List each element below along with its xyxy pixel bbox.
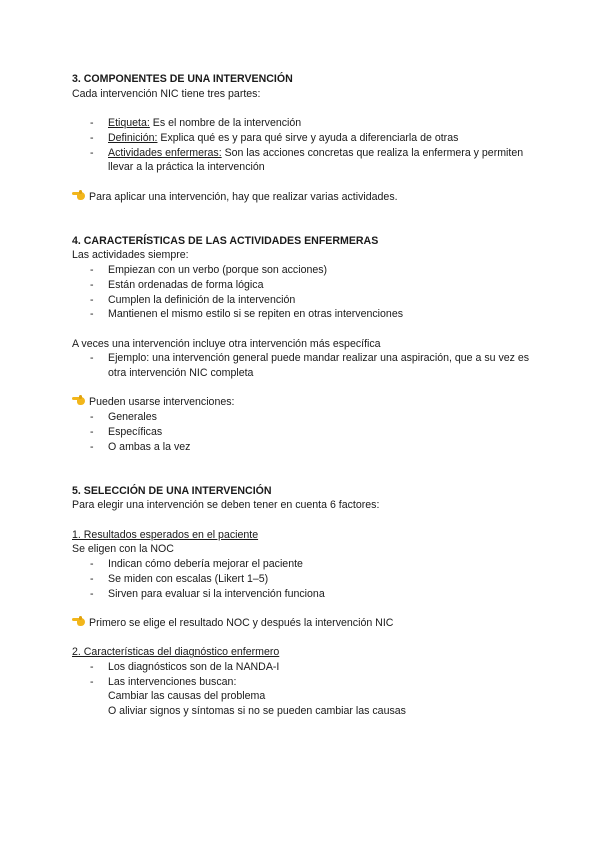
list-item: - Los diagnósticos son de la NANDA-I [72, 660, 542, 675]
term-label: Etiqueta: [108, 117, 150, 130]
document-page [72, 72, 542, 719]
factor-1-title: 1. Resultados esperados en el paciente [72, 528, 259, 541]
list-item [72, 116, 542, 131]
term-text: Es el nombre de la intervención [149, 117, 302, 130]
section-4-title: 4. CARACTERÍSTICAS DE LAS ACTIVIDADES ENFERMERAS [72, 234, 379, 247]
section-3-note [72, 190, 542, 205]
section-4-note [72, 395, 542, 410]
list-item: - Cumplen la definición de la intervención [72, 293, 542, 308]
list-item-text: Las intervenciones buscan: [108, 675, 237, 688]
sub-item: Cambiar las causas del problema [108, 690, 266, 703]
factor-2-title: 2. Características del diagnóstico enfermero [72, 646, 280, 659]
section-4-list [72, 263, 542, 322]
section-4-example-list [72, 351, 542, 380]
term-label: Definición: [108, 131, 158, 144]
term-text: Son las acciones concretas que realiza la enfermera y permiten llevar a la práctica la intervención [108, 146, 524, 174]
sub-item: O aliviar signos y síntomas si no se pueden cambiar las causas [108, 705, 406, 718]
factor-1-list [72, 557, 542, 601]
list-item: - Sirven para evaluar si la intervención funciona [72, 587, 542, 602]
list-item: - Mantienen el mismo estilo si se repiten en otras intervenciones [72, 307, 542, 322]
section-3-title: 3. COMPONENTES DE UNA INTERVENCIÓN [72, 73, 293, 85]
section-4-intro: Las actividades siempre: [72, 249, 189, 262]
section-3-list [72, 116, 542, 175]
note-text: Primero se elige el resultado NOC y después la intervención NIC [89, 616, 394, 629]
list-item: - O ambas a la vez [72, 440, 542, 455]
list-item: - Están ordenadas de forma lógica [72, 278, 542, 293]
list-item: - Empiezan con un verbo (porque son acciones) [72, 263, 542, 278]
list-item [72, 675, 542, 719]
section-4-paragraph: A veces una intervención incluye otra intervención más específica [72, 337, 381, 350]
section-3-intro: Cada intervención NIC tiene tres partes: [72, 87, 261, 100]
section-5-title: 5. SELECCIÓN DE UNA INTERVENCIÓN [72, 484, 272, 497]
factor-1-note [72, 616, 542, 631]
term-label: Actividades enfermeras: [108, 146, 222, 159]
list-item: - Generales [72, 410, 542, 425]
section-4-note-list [72, 410, 542, 454]
list-item: - Específicas [72, 425, 542, 440]
note-text: Pueden usarse intervenciones: [89, 396, 235, 409]
list-item: - Ejemplo: una intervención general puede mandar realizar una aspiración, que a su vez es otra intervención NIC completa [72, 351, 542, 380]
factor-1-intro: Se eligen con la NOC [72, 543, 174, 556]
pointing-hand-icon [72, 190, 86, 201]
factor-2-list [72, 660, 542, 719]
list-item: - Indican cómo debería mejorar el paciente [72, 557, 542, 572]
list-item [72, 131, 542, 146]
list-item [72, 146, 542, 175]
list-item: - Se miden con escalas (Likert 1–5) [72, 572, 542, 587]
pointing-hand-icon [72, 616, 86, 627]
section-5-intro: Para elegir una intervención se deben tener en cuenta 6 factores: [72, 499, 380, 512]
term-text: Explica qué es y para qué sirve y ayuda a diferenciarla de otras [157, 131, 459, 144]
pointing-hand-icon [72, 395, 86, 406]
note-text: Para aplicar una intervención, hay que realizar varias actividades. [89, 190, 398, 203]
